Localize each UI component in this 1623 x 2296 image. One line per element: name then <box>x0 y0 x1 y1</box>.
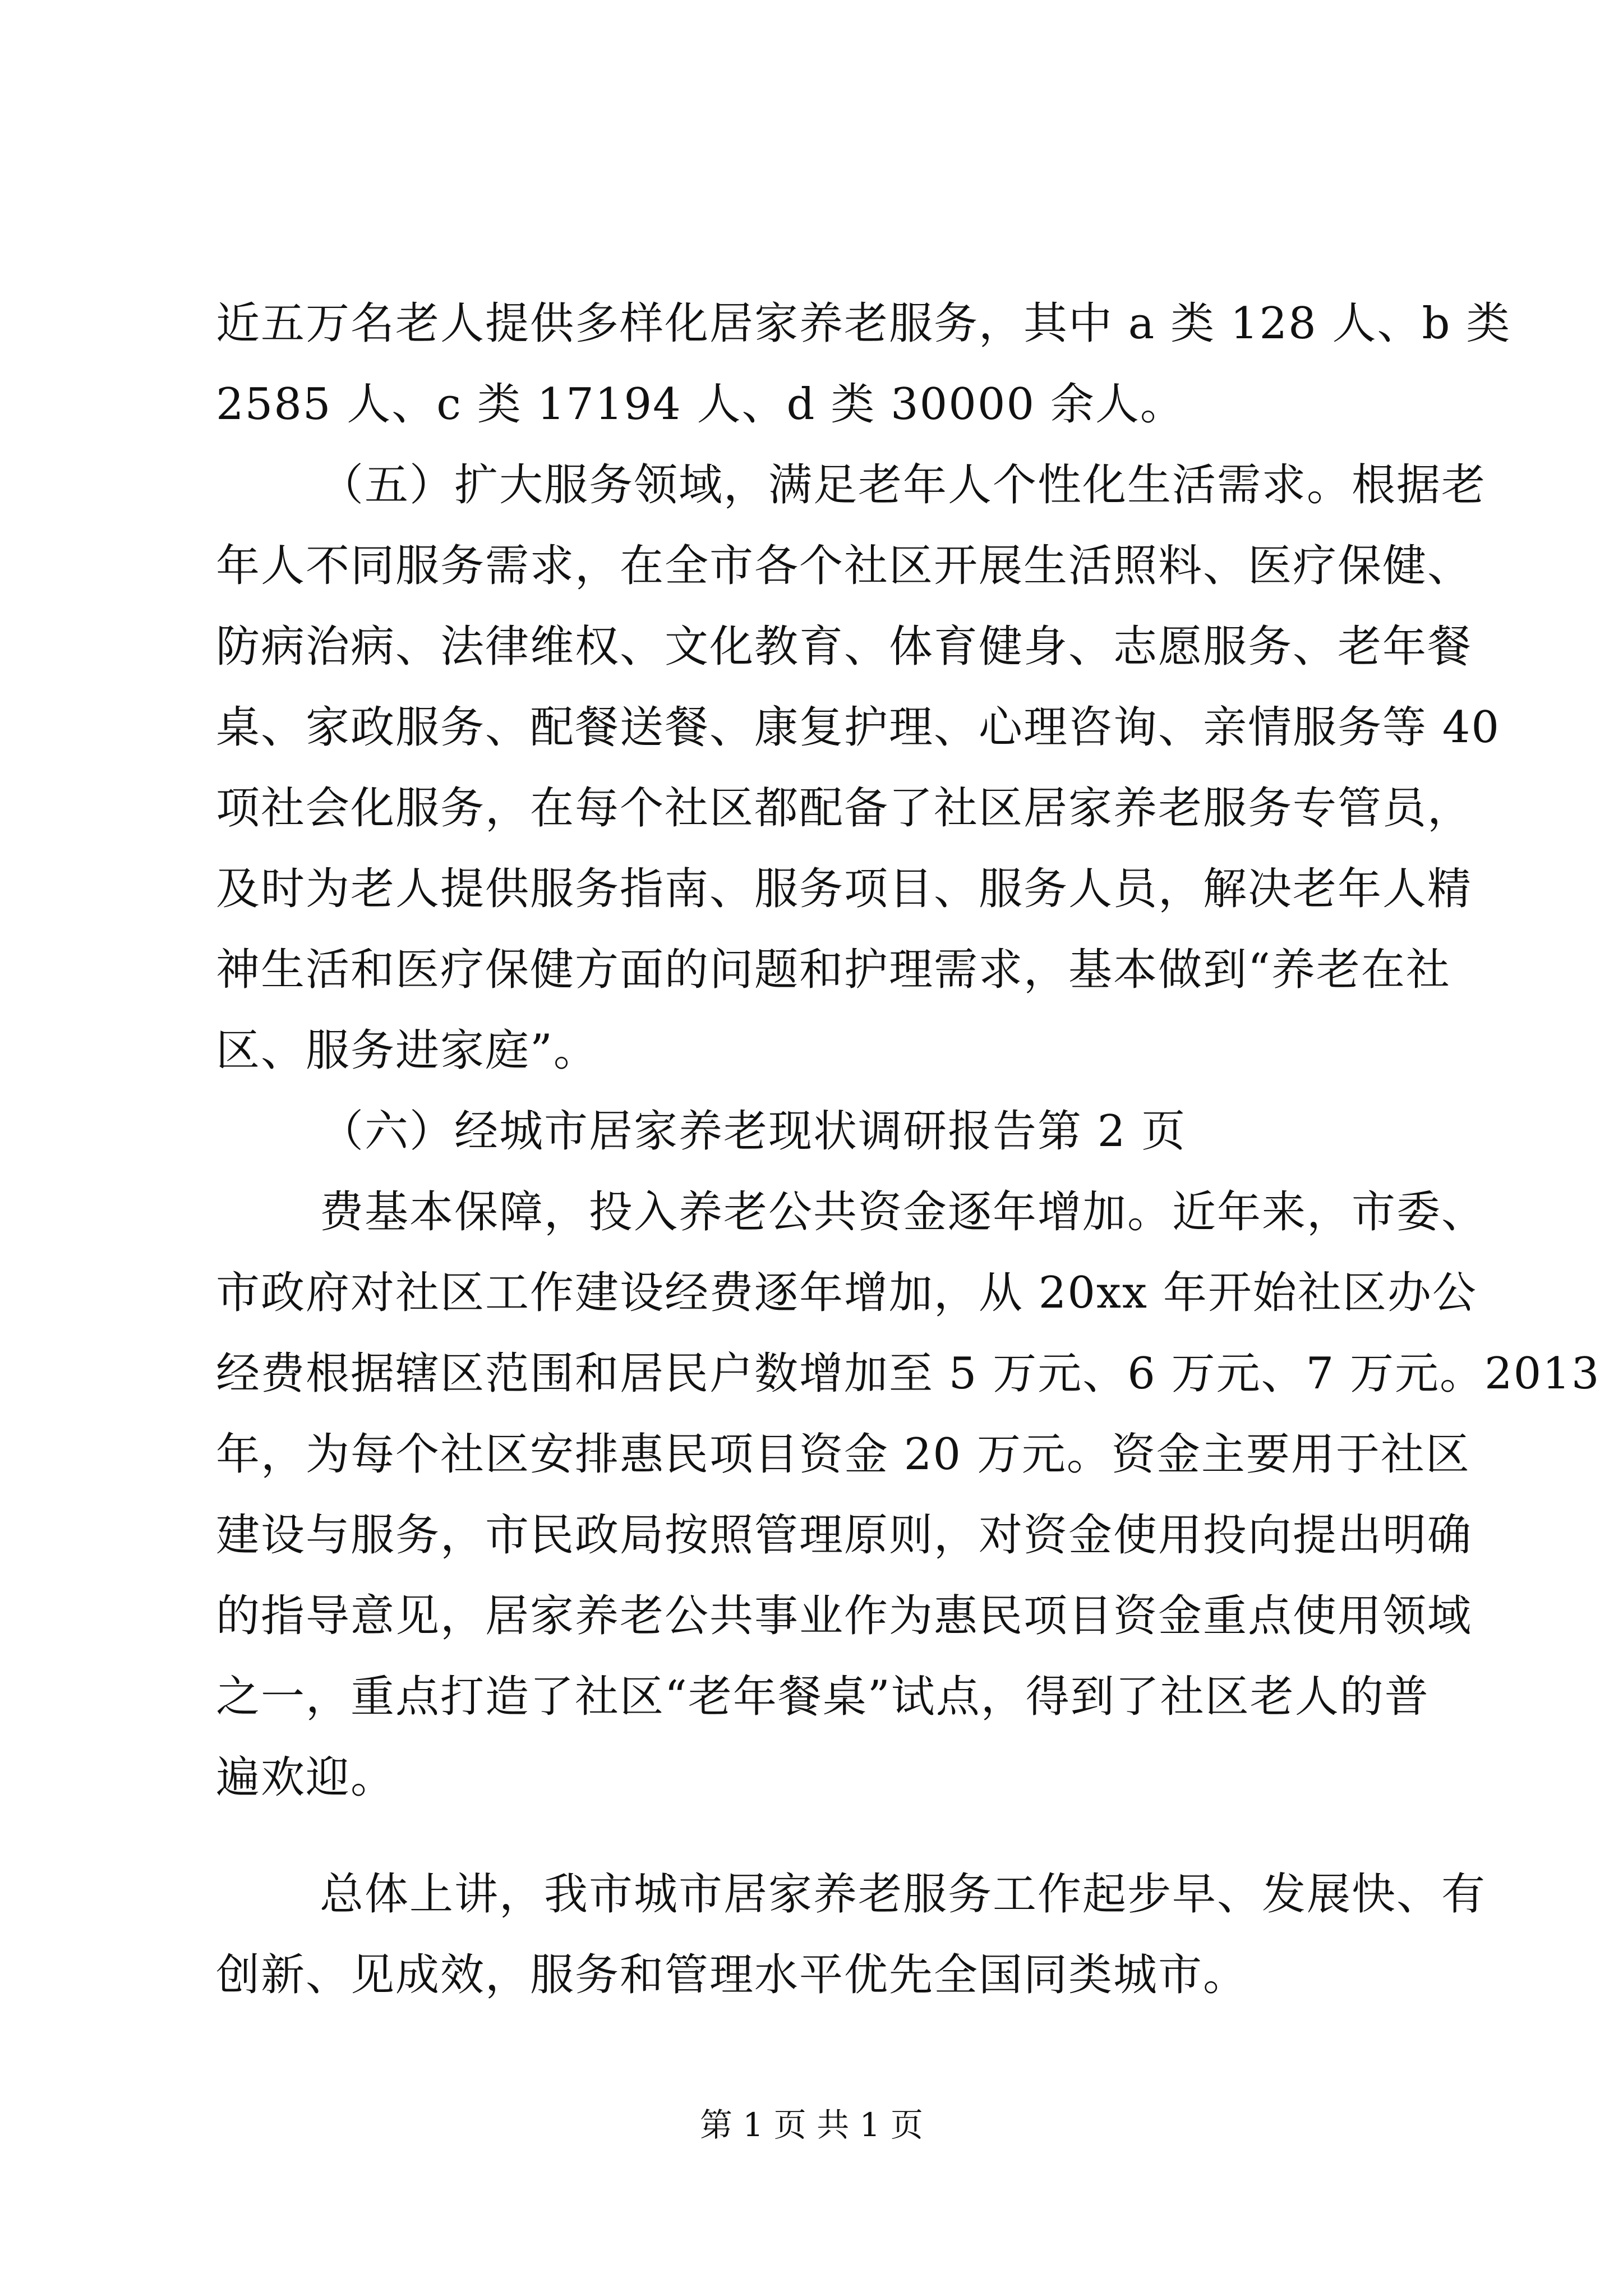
paragraph-line: 之一，重点打造了社区“老年餐桌”试点，得到了社区老人的普 <box>216 1672 1430 1722</box>
document-body <box>216 283 1601 2016</box>
paragraph-spacer <box>216 1818 1410 1854</box>
paragraph-line: 区、服务进家庭”。 <box>216 1025 598 1076</box>
paragraph-line: 桌、家政服务、配餐送餐、康复护理、心理咨询、亲情服务等 40 <box>216 702 1501 753</box>
paragraph-line: 的指导意见，居家养老公共事业作为惠民项目资金重点使用领域 <box>216 1591 1473 1641</box>
paragraph-line: 神生活和医疗保健方面的问题和护理需求，基本做到“养老在社 <box>216 945 1451 995</box>
paragraph-line: 创新、见成效，服务和管理水平优先全国同类城市。 <box>216 1950 1248 2000</box>
paragraph-line: 建设与服务，市民政局按照管理原则，对资金使用投向提出明确 <box>216 1510 1473 1561</box>
paragraph-line: 及时为老人提供服务指南、服务项目、服务人员，解决老年人精 <box>216 864 1473 914</box>
paragraph-line: 总体上讲，我市城市居家养老服务工作起步早、发展快、有 <box>320 1869 1487 1920</box>
paragraph-line: 遍欢迎。 <box>216 1752 396 1803</box>
paragraph-line: 项社会化服务，在每个社区都配备了社区居家养老服务专管员， <box>216 783 1473 834</box>
paragraph-line: 2585 人、c 类 17194 人、d 类 30000 余人。 <box>216 379 1185 430</box>
paragraph-line: 费基本保障，投入养老公共资金逐年增加。近年来，市委、 <box>320 1187 1487 1237</box>
paragraph-line: 防病治病、法律维权、文化教育、体育健身、志愿服务、老年餐 <box>216 622 1473 672</box>
paragraph-line: 年人不同服务需求，在全市各个社区开展生活照料、医疗保健、 <box>216 541 1473 591</box>
paragraph-line: 年，为每个社区安排惠民项目资金 20 万元。资金主要用于社区 <box>216 1429 1470 1480</box>
paragraph-line: （五）扩大服务领域，满足老年人个性化生活需求。根据老 <box>320 460 1487 510</box>
paragraph-line: 近五万名老人提供多样化居家养老服务，其中 a 类 128 人、b 类 <box>216 298 1511 349</box>
paragraph-line: 市政府对社区工作建设经费逐年增加，从 20xx 年开始社区办公 <box>216 1268 1477 1318</box>
page-footer: 第 1 页 共 1 页 <box>700 2106 923 2144</box>
paragraph-line: 经费根据辖区范围和居民户数增加至 5 万元、6 万元、7 万元。2013 <box>216 1349 1601 1399</box>
paragraph-line: （六）经城市居家养老现状调研报告第 2 页 <box>320 1106 1187 1157</box>
